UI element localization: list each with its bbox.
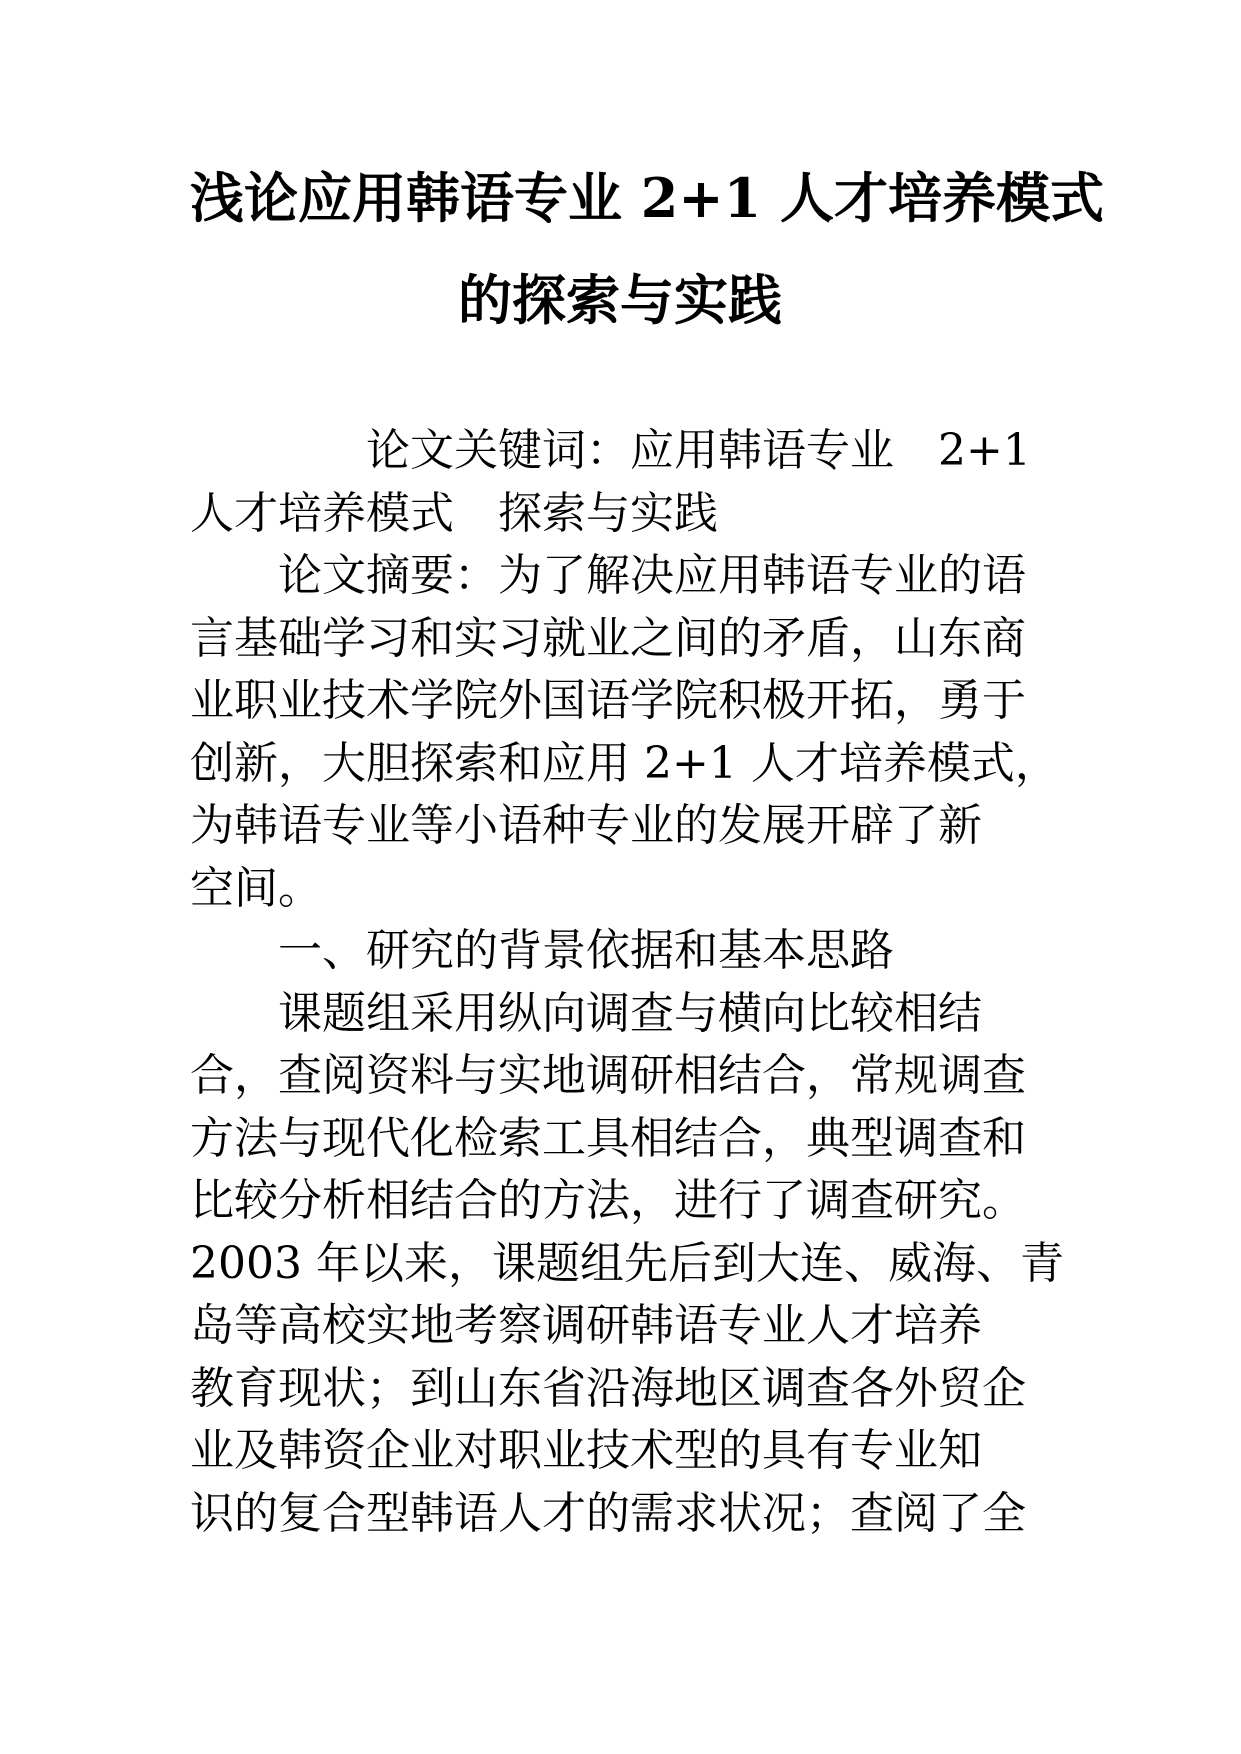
abstract-line: 创新，大胆探索和应用 2+1 人才培养模式， bbox=[190, 737, 1059, 789]
section-heading: 一、研究的背景依据和基本思路 bbox=[278, 925, 894, 976]
paragraph-line: 合，查阅资料与实地调研相结合，常规调查 bbox=[190, 1050, 1026, 1101]
document-body bbox=[190, 420, 1070, 1545]
paragraph-line: 方法与现代化检索工具相结合，典型调查和 bbox=[190, 1112, 1026, 1164]
abstract-line: 为韩语专业等小语种专业的发展开辟了新 bbox=[190, 800, 982, 851]
abstract-line: 论文摘要：为了解决应用韩语专业的语 bbox=[278, 550, 1026, 601]
abstract-line: 业职业技术学院外国语学院积极开拓，勇于 bbox=[190, 675, 1026, 726]
paragraph-line: 业及韩资企业对职业技术型的具有专业知 bbox=[190, 1425, 982, 1476]
paragraph-line: 岛等高校实地考察调研韩语专业人才培养 bbox=[190, 1300, 982, 1351]
abstract-line: 空间。 bbox=[190, 862, 322, 914]
document-title-line-2: 的探索与实践 bbox=[458, 268, 782, 332]
paragraph-line: 教育现状；到山东省沿海地区调查各外贸企 bbox=[190, 1362, 1026, 1414]
paragraph-line: 识的复合型韩语人才的需求状况；查阅了全 bbox=[190, 1487, 1026, 1539]
keywords-line-cont: 人才培养模式 探索与实践 bbox=[190, 487, 718, 539]
paragraph-line: 2003 年以来，课题组先后到大连、威海、青 bbox=[190, 1237, 1064, 1289]
keywords-line: 论文关键词：应用韩语专业 2+1 bbox=[366, 425, 1031, 476]
abstract-line: 言基础学习和实习就业之间的矛盾，山东商 bbox=[190, 612, 1026, 664]
paragraph-line: 比较分析相结合的方法，进行了调查研究。 bbox=[190, 1175, 1026, 1226]
document-title-line-1: 浅论应用韩语专业 2+1 人才培养模式 bbox=[190, 166, 1104, 230]
paragraph-line: 课题组采用纵向调查与横向比较相结 bbox=[278, 987, 982, 1039]
